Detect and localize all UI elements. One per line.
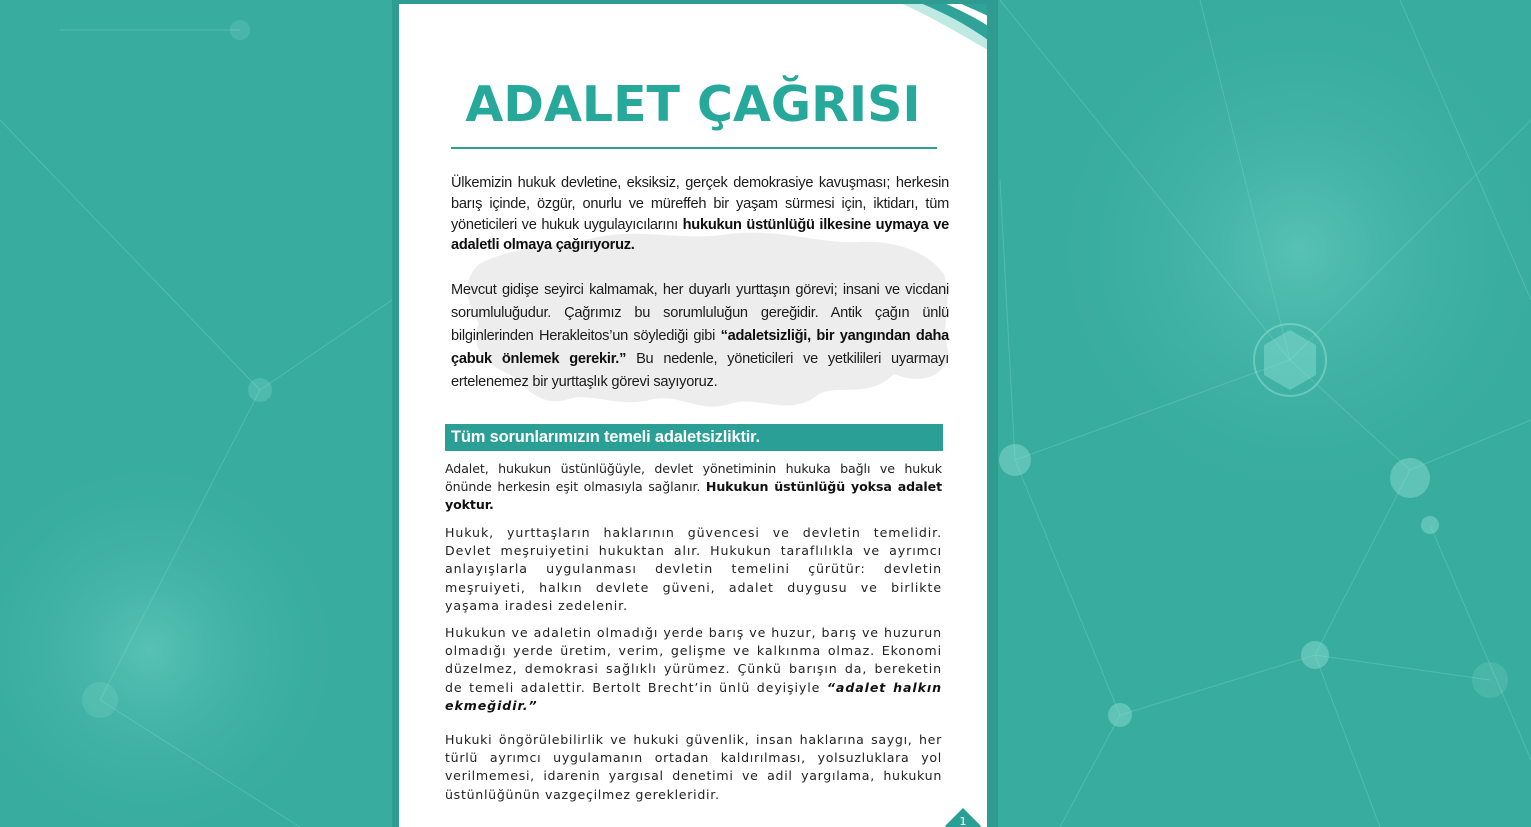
section-paragraph-1 [445,460,942,515]
corner-wave-decoration [893,4,987,52]
section-heading: Tüm sorunlarımızın temeli adaletsizliktir. [451,428,760,446]
section-paragraph-4: Hukuki öngörülebilirlik ve hukuki güvenlik, insan haklarına saygı, her türlü ayrımcı uygulamanın ortadan kaldırılması, yolsuzluklara yol verilmemesi, idarenin yargısal denetimi ve adil yargılama, hukukun üstünlüğünün vazgeçilmez gerekleridir. [445,732,942,802]
intro-paragraph-2-quote: “adaletsizliği, bir yangından daha çabuk önlemek gerekir.” [451,328,949,367]
section-paragraph-1-text: Adalet, hukukun üstünlüğüyle, devlet yönetiminin hukuka bağlı ve hukuk önünde herkesin eşit olmasıyla sağlanır. [445,461,942,495]
intro-paragraph-1-bold: hukukun üstünlüğü ilkesine uymaya ve adaletli olmaya çağırıyoruz. [451,216,949,254]
section-paragraph-3-text: Hukukun ve adaletin olmadığı yerde barış ve huzur, barış ve huzurun olmadığı yerde üretim, verim, gelişme ve kalkınma olmaz. Ekonomi düzelmez, demokrasi sağlıklı yürümez. Çünkü barışın da, bereketin de temeli adalettir. Bertolt Brecht’in ünlü deyişiyle [445,625,942,695]
page-number: 1 [959,815,967,827]
intro-paragraph-2-end: Bu nedenle, yöneticileri ve yetkilileri uyarmayı ertelenemez bir yurttaşlık görevi sayıyoruz. [451,351,950,390]
intro-paragraph-1 [451,173,949,256]
intro-paragraph-2 [451,279,949,394]
document-page [399,4,987,827]
title-divider [451,147,937,149]
section-paragraph-3 [445,624,942,715]
page-title: ADALET ÇAĞRISI [465,76,921,133]
section-paragraph-2: Hukuk, yurttaşların haklarının güvencesi ve devletin temelidir. Devlet meşruiyetini hukuktan alır. Hukukun taraflılıkla ve ayrımcı anlayışlarla uygulanması devletin temelini çürütür: devletin meşruiyeti, halkın devlete güveni, adalet duygusu ve birlikte yaşama iradesi zedelenir. [445,525,942,613]
intro-paragraph-1-text: Ülkemizin hukuk devletine, eksiksiz, gerçek demokrasiye kavuşması; herkesin barış içinde, özgür, onurlu ve müreffeh bir yaşam sürmesi için, iktidarı, tüm yöneticileri ve hukuk uygulayıcılarını [451,175,949,233]
intro-paragraph-2-text: Mevcut gidişe seyirci kalmamak, her duyarlı yurttaşın görevi; insani ve vicdani sorumluluğudur. Çağrımız bu sorumluluğun gereğidir. Antik çağın ünlü bilginlerinden Herakleitos’un söylediği gibi [451,282,949,344]
section-paragraph-3-quote: “adalet halkın ekmeğidir.” [445,679,942,713]
section-paragraph-1-bold: Hukukun üstünlüğü yoksa adalet yoktur. [445,479,942,513]
